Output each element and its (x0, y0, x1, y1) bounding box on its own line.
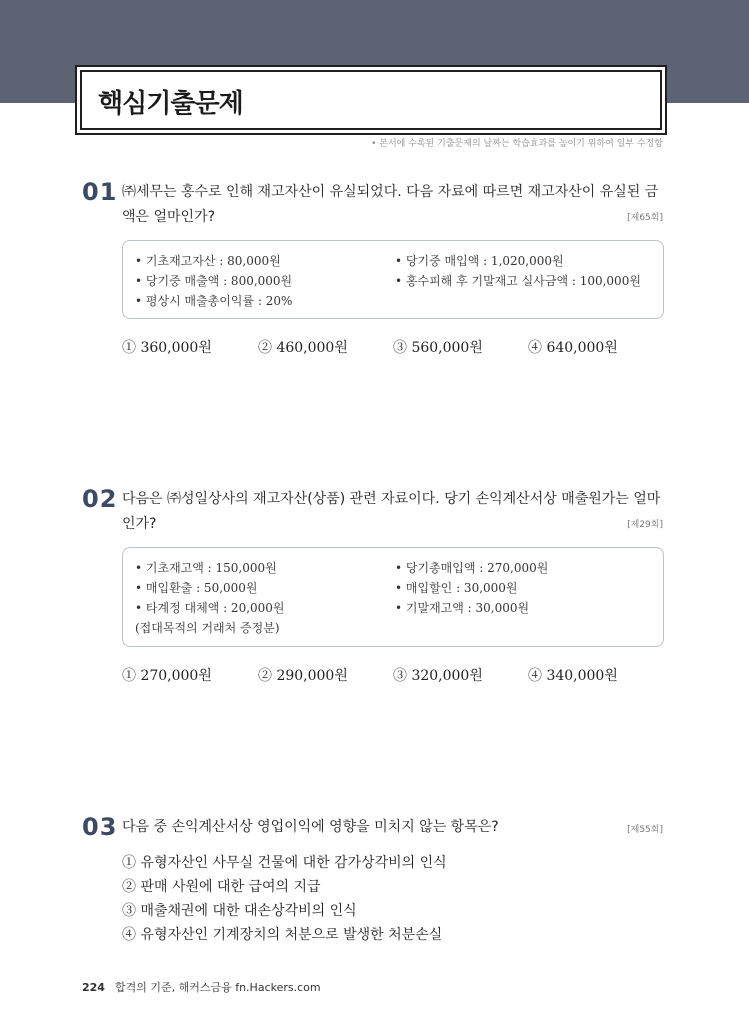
choice-3[interactable]: ③ 560,000원 (393, 340, 483, 356)
data-item: • 당기중 매입액 : 1,020,000원 (395, 254, 564, 268)
data-item: • 기말재고액 : 30,000원 (395, 601, 530, 615)
footer-text: 합격의 기준, 해커스금융 fn.Hackers.com (114, 981, 321, 994)
data-item: • 당기총매입액 : 270,000원 (395, 561, 549, 575)
choice-4[interactable]: ④ 640,000원 (528, 340, 618, 356)
question-number-3: 03 (82, 813, 118, 841)
option-1[interactable]: ① 유형자산인 사무실 건물에 대한 감가상각비의 인식 (122, 855, 447, 871)
question-1-line-1: ㈜세무는 홍수로 인해 재고자산이 유실되었다. 다음 자료에 따르면 재고자산이 유실된 금 (122, 184, 659, 200)
question-number-2: 02 (82, 485, 118, 513)
question-2-line-1: 다음은 ㈜성일상사의 재고자산(상품) 관련 자료이다. 당기 손익계산서상 매출원가는 얼마 (122, 491, 661, 507)
option-2[interactable]: ② 판매 사원에 대한 급여의 지급 (122, 879, 321, 895)
data-item: • 타계정 대체액 : 20,000원 (135, 601, 285, 615)
data-box-1 (122, 240, 664, 319)
data-item: • 기초재고자산 : 80,000원 (135, 254, 281, 268)
option-3[interactable]: ③ 매출채권에 대한 대손상각비의 인식 (122, 903, 357, 919)
editorial-note: • 본서에 수록된 기출문제의 날짜는 학습효과를 높이기 위하여 일부 수정함 (371, 139, 663, 149)
exam-tag-2: [제29회] (627, 520, 663, 530)
data-item: • 매입할인 : 30,000원 (395, 581, 518, 595)
question-2-line-2: 인가? (122, 516, 157, 532)
section-title-box (80, 70, 662, 130)
choice-2[interactable]: ② 460,000원 (258, 340, 348, 356)
data-item: • 매입환출 : 50,000원 (135, 581, 258, 595)
choice-4[interactable]: ④ 340,000원 (528, 668, 618, 684)
question-text-3: 다음 중 손익계산서상 영업이익에 영향을 미치지 않는 항목은? (122, 819, 499, 835)
choice-1[interactable]: ① 360,000원 (122, 340, 212, 356)
exam-tag-1: [제65회] (627, 213, 663, 223)
choice-2[interactable]: ② 290,000원 (258, 668, 348, 684)
page-number: 224 (82, 981, 105, 994)
data-box-2 (122, 547, 664, 647)
question-1-line-2: 액은 얼마인가? (122, 209, 216, 225)
data-item: (접대목적의 거래처 증정분) (135, 621, 280, 635)
section-title: 핵심기출문제 (98, 89, 243, 119)
question-number-1: 01 (82, 178, 118, 206)
page-footer (82, 979, 321, 995)
data-item: • 홍수피해 후 기말재고 실사금액 : 100,000원 (395, 274, 641, 288)
question-text-2 (122, 487, 664, 537)
option-4[interactable]: ④ 유형자산인 기계장치의 처분으로 발생한 처분손실 (122, 927, 443, 943)
choice-3[interactable]: ③ 320,000원 (393, 668, 483, 684)
choice-1[interactable]: ① 270,000원 (122, 668, 212, 684)
exam-tag-3: [제55회] (627, 825, 663, 835)
data-item: • 평상시 매출총이익률 : 20% (135, 294, 293, 308)
data-item: • 기초재고액 : 150,000원 (135, 561, 277, 575)
question-text-1 (122, 180, 664, 230)
data-item: • 당기중 매출액 : 800,000원 (135, 274, 293, 288)
